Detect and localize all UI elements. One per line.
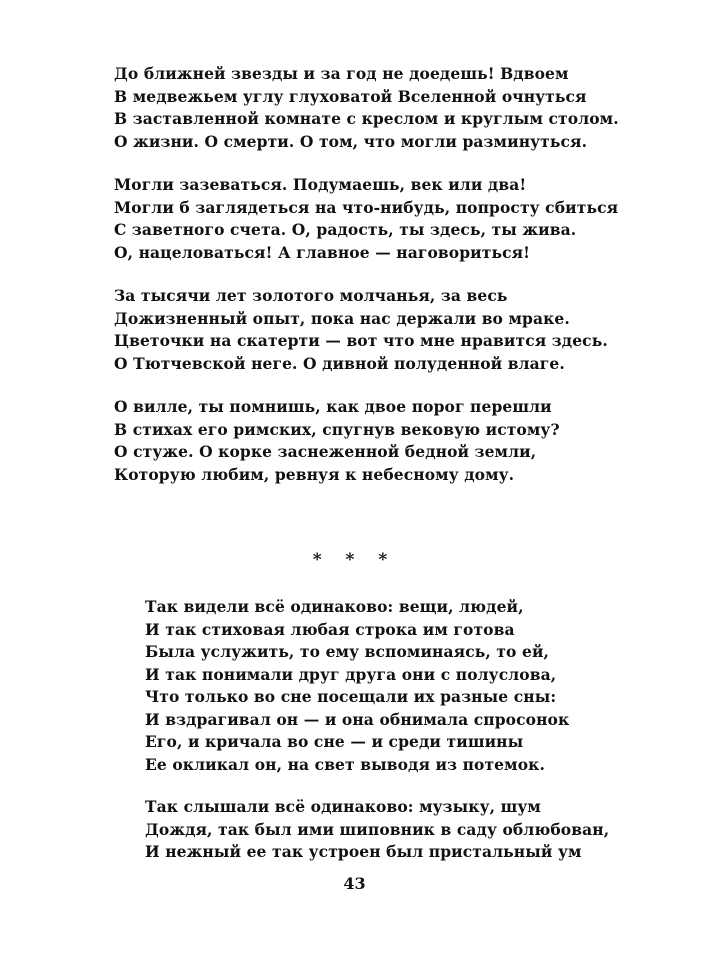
poem-line: И вздрагивал он — и она обнимала спросонок	[145, 709, 570, 729]
poem-line: В медвежьем углу глуховатой Вселенной очнуться	[114, 86, 587, 106]
section-separator: * * *	[312, 550, 397, 570]
poem-line: О вилле, ты помнишь, как двое порог перешли	[114, 397, 552, 416]
poem-line: Дожизненный опыт, пока нас держали во мраке.	[114, 308, 570, 328]
poem1-stanza-2	[114, 174, 618, 264]
poem-line: До ближней звезды и за год не доедешь! Вдвоем	[114, 64, 569, 83]
poem-line: Ее окликал он, на свет выводя из потемок.	[145, 754, 545, 774]
poem-line: Что только во сне посещали их разные сны:	[145, 687, 557, 706]
poem-line: О стуже. О корке заснеженной бедной земли,	[114, 442, 537, 461]
poem-line: Его, и кричала во сне — и среди тишины	[145, 732, 524, 751]
poem-line: В заставленной комнате с креслом и круглым столом.	[114, 109, 619, 128]
poem-line: Могли б заглядеться на что-нибудь, попросту сбиться	[114, 197, 619, 217]
poem-line: Цветочки на скатерти — вот что мне нравится здесь.	[114, 331, 608, 350]
poem-line: О, нацеловаться! А главное — наговориться!	[114, 242, 531, 262]
poem-line: И нежный ее так устроен был пристальный ум	[145, 842, 582, 861]
poem2-stanza-1	[145, 596, 569, 776]
poem-line: Так слышали всё одинаково: музыку, шум	[145, 797, 541, 816]
poem-line: Которую любим, ревнуя к небесному дому.	[114, 464, 515, 484]
poem-line: О Тютчевской неге. О дивной полуденной влаге.	[114, 353, 565, 373]
poem-line: Дождя, так был ими шиповник в саду облюбован,	[145, 819, 610, 839]
poem-line: В стихах его римских, спугнув вековую истому?	[114, 419, 560, 439]
poem-line: За тысячи лет золотого молчанья, за весь	[114, 286, 508, 305]
poem2-stanza-2	[145, 796, 609, 864]
poem-line: Так видели всё одинаково: вещи, людей,	[145, 597, 524, 616]
poem1-stanza-3	[114, 285, 608, 375]
poem-line: О жизни. О смерти. О том, что могли разминуться.	[114, 131, 588, 151]
page-number: 43	[343, 874, 366, 893]
poem-line: И так понимали друг друга они с полуслова,	[145, 664, 557, 684]
poem-line: Была услужить, то ему вспоминаясь, то ей,	[145, 642, 550, 661]
poem1-stanza-1	[114, 63, 619, 153]
poem-line: С заветного счета. О, радость, ты здесь, ты жива.	[114, 220, 577, 239]
poem-line: Могли зазеваться. Подумаешь, век или два!	[114, 175, 527, 194]
poem-line: И так стиховая любая строка им готова	[145, 619, 515, 639]
poem1-stanza-4	[114, 396, 560, 486]
